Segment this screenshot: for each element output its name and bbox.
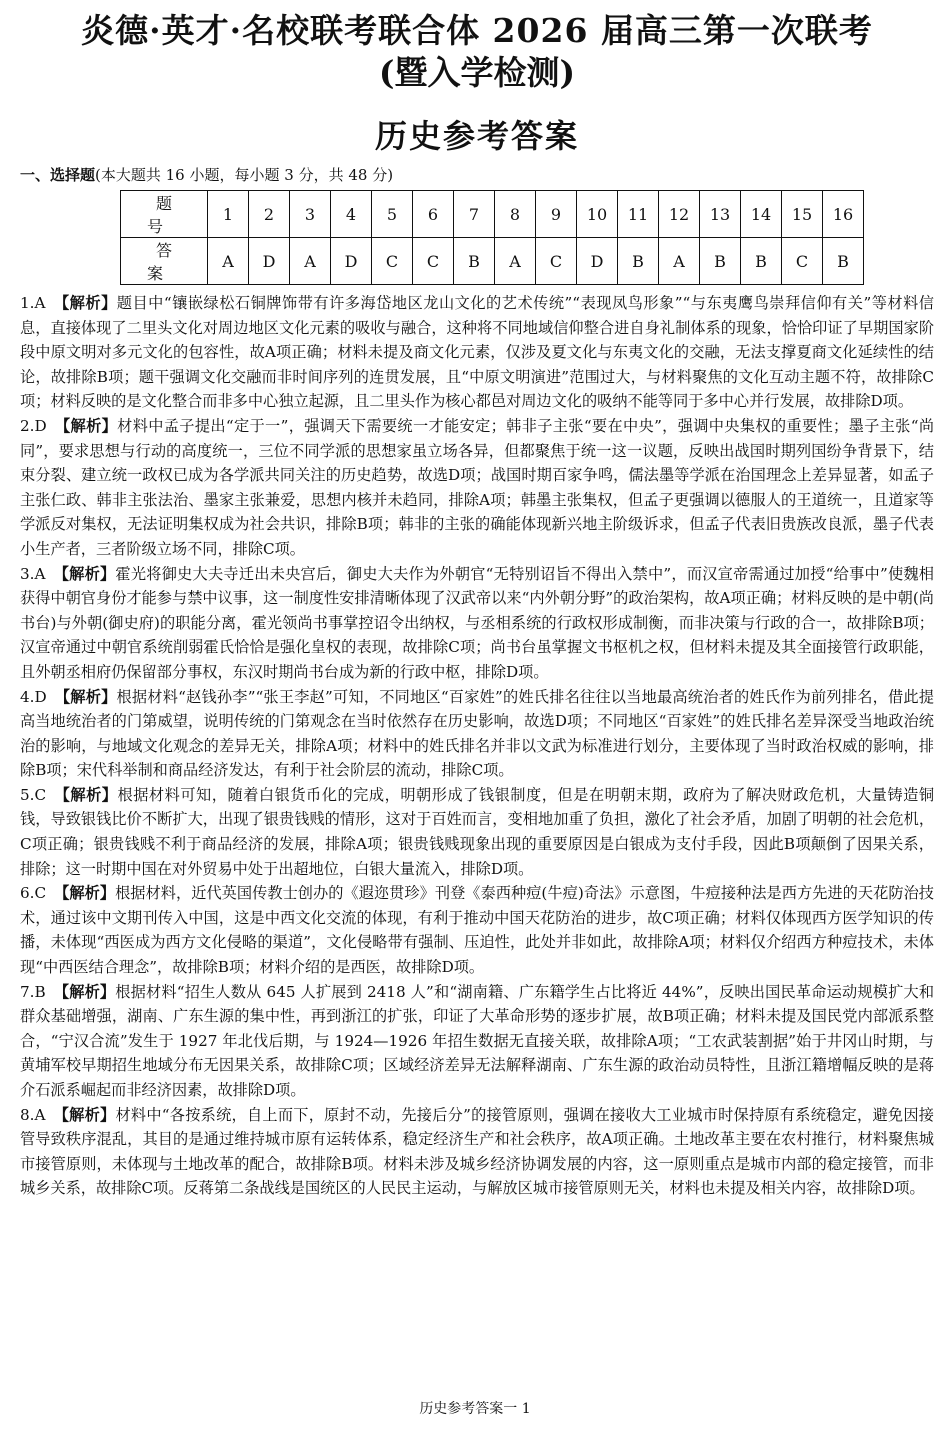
page-footer: 历史参考答案一 1 <box>419 1401 531 1417</box>
explanation-text: 霍光将御史大夫寺迁出未央宫后，御史大夫作为外朝官“无特别诏旨不得出入禁中”，而汉宣帝需通过加授“给事中”使魏相获得中朝官身份才能参与禁中议事，这一制度性安排清晰体现了汉武帝以来“内外朝分野”的政治架构，故A项正确；材料反映的是中朝(尚书台)与外朝(御史府)的职能分离，霍光领尚书事掌控诏令出纳权，与丞相系统的行政权形成制衡，而非决策与行政的合一，故排除B项；汉宣帝通过中朝官系统削弱霍氏恰恰是强化皇权的表现，故排除C项；尚书台虽掌握文书枢机之权，但材料未提及其全面接管行政职能，且外朝丞相府仍保留部分事权，东汉时期尚书台成为新的行政中枢，排除D项。 <box>20 564 934 681</box>
answer-cell: C <box>782 238 823 285</box>
answer-cell: B <box>618 238 659 285</box>
answer-cell: B <box>823 238 864 285</box>
explanation-item <box>20 881 934 979</box>
explanation-text: 根据材料可知，随着白银货币化的完成，明朝形成了钱银制度，但是在明朝末期，政府为了解决财政危机，大量铸造铜钱，导致银钱比价不断扩大，出现了银贵钱贱的情形，这对于百姓而言，变相地加重了负担，激化了社会矛盾，加剧了明朝的社会危机，C项正确；银贵钱贱不利于商品经济的发展，排除A项；银贵钱贱现象出现的重要原因是白银成为支付手段，因此B项颠倒了因果关系，排除；这一时期中国在对外贸易中处于出超地位，白银大量流入，排除D项。 <box>20 785 935 878</box>
answer-cell: C <box>372 238 413 285</box>
explanation-tag: 【解析】 <box>54 687 117 706</box>
explanation-tag: 【解析】 <box>53 1105 116 1124</box>
question-number-cell: 8 <box>495 191 536 238</box>
explanations-list <box>20 291 934 1201</box>
question-number-cell: 14 <box>741 191 782 238</box>
question-number-cell: 16 <box>823 191 864 238</box>
answer-cell: B <box>741 238 782 285</box>
section-heading <box>20 164 934 186</box>
explanation-number: 4.D <box>20 687 47 706</box>
question-number-cell: 13 <box>700 191 741 238</box>
explanation-text: 根据材料，近代英国传教士创办的《遐迩贯珍》刊登《泰西种痘(牛痘)奇法》示意图，牛痘接种法是西方先进的天花防治技术，通过该中文期刊传入中国，这是中西文化交流的体现，有利于推动中国天花防治的进步，故C项正确；材料仅体现西方医学知识的传播，未体现“西医成为西方文化侵略的渠道”，文化侵略带有强制、压迫性，此处并非如此，故排除A项；材料仅介绍西方种痘技术，未体现“中西医结合理念”，故排除B项；材料介绍的是西医，故排除D项。 <box>20 884 934 977</box>
explanation-number: 7.B <box>20 982 46 1001</box>
explanation-item <box>20 980 934 1103</box>
explanation-number: 6.C <box>20 884 47 903</box>
row-label-number: 题 号 <box>121 191 208 238</box>
section-heading-label: 一、选择题 <box>20 166 96 184</box>
question-number-cell: 12 <box>659 191 700 238</box>
question-number-cell: 4 <box>331 191 372 238</box>
section-heading-note: (本大题共 16 小题，每小题 3 分，共 48 分) <box>95 166 394 184</box>
answer-cell: D <box>331 238 372 285</box>
answer-table <box>120 190 864 285</box>
explanation-number: 2.D <box>20 416 47 435</box>
explanation-item <box>20 414 934 562</box>
explanation-text: 材料中“各按系统，自上而下，原封不动，先接后分”的接管原则，强调在接收大工业城市时保持原有系统稳定，避免因接管导致秩序混乱，其目的是通过维持城市原有运转体系，稳定经济生产和社会秩序，故A项正确。土地改革主要在农村推行，材料聚焦城市接管原则，未体现与土地改革的配合，故排除B项。材料未涉及城乡经济协调发展的内容，这一原则重点是城市内部的稳定接管，而非城乡关系，故排除C项。反蒋第二条战线是国统区的人民民主运动，与解放区城市接管原则无关，材料也未提及相关内容，故排除D项。 <box>20 1105 934 1198</box>
explanation-item <box>20 291 934 414</box>
exam-title: 炎德·英才·名校联考联合体 2026 届高三第一次联考 <box>81 11 873 50</box>
explanation-number: 8.A <box>20 1105 46 1124</box>
question-number-cell: 11 <box>618 191 659 238</box>
explanation-text: 材料中孟子提出“定于一”，强调天下需要统一才能安定；韩非子主张“要在中央”，强调中央集权的重要性；墨子主张“尚同”，要求思想与行动的高度统一，三位不同学派的思想家虽立场各异，但都聚焦于统一这一议题，反映出战国时期列国纷争背景下，结束分裂、建立统一政权已成为各学派共同关注的历史趋势，故选D项；战国时期百家争鸣，儒法墨等学派在治国理念上差异显著，如孟子主张仁政、韩非主张法治、墨家主张兼爱，思想内核并未趋同，排除A项；韩墨主张集权，但孟子更强调以德服人的王道统一，且道家等学派反对集权，无法证明集权成为社会共识，排除B项；韩非的主张的确能体现新兴地主阶级诉求，但孟子代表旧贵族改良派，墨子代表小生产者，三者阶级立场不同，排除C项。 <box>20 416 935 558</box>
answer-row <box>121 238 864 285</box>
question-number-cell: 6 <box>413 191 454 238</box>
explanation-number: 3.A <box>20 564 46 583</box>
answer-cell: C <box>536 238 577 285</box>
answer-cell: B <box>454 238 495 285</box>
explanation-text: 根据材料“招生人数从 645 人扩展到 2418 人”和“湖南籍、广东籍学生占比将近 44%”，反映出国民革命运动规模扩大和群众基础增强，湖南、广东生源的集中性，再到浙江的扩张，印证了大革命形势的逐步扩展，故B项正确；材料未提及国民党内部派系整合，“宁汉合流”发生于 1927 年北伐后期，与 1924—1926 年招生数据无直接关联，故排除A项；“工农武装割据”始于井冈山时期，与黄埔军校早期招生地域分布无因果关系，故排除C项；区域经济差异无法解释湖南、广东生源的政治动员特性，且浙江籍增幅反映的是蒋介石派系崛起而非经济因素，故排除D项。 <box>20 982 935 1099</box>
explanation-tag: 【解析】 <box>54 884 116 903</box>
question-number-cell: 15 <box>782 191 823 238</box>
explanation-number: 1.A <box>20 294 46 312</box>
explanation-tag: 【解析】 <box>53 564 116 583</box>
explanation-text: 根据材料“赵钱孙李”“张王李赵”可知，不同地区“百家姓”的姓氏排名往往以当地最高统治者的姓氏作为前列排名，借此提高当地统治者的门第威望，说明传统的门第观念在当时依然存在历史影响，故选D项；不同地区“百家姓”的姓氏排名差异深受当地政治统治的影响，与地域文化观念的差异无关，排除A项；材料中的姓氏排名并非以文武为标准进行划分，主要体现了当时政治权威的影响，排除B项；宋代科举制和商品经济发达，有利于社会阶层的流动，排除C项。 <box>20 687 935 780</box>
explanation-tag: 【解析】 <box>54 785 118 804</box>
answer-cell: B <box>700 238 741 285</box>
question-number-row <box>121 191 864 238</box>
doc-title: 历史参考答案 <box>374 117 579 155</box>
exam-subtitle: (暨入学检测) <box>378 53 576 92</box>
question-number-cell: 1 <box>208 191 249 238</box>
explanation-number: 5.C <box>20 785 47 804</box>
question-number-cell: 9 <box>536 191 577 238</box>
explanation-item <box>20 783 934 881</box>
answer-cell: A <box>208 238 249 285</box>
answer-cell: C <box>413 238 454 285</box>
question-number-cell: 7 <box>454 191 495 238</box>
explanation-tag: 【解析】 <box>53 294 117 312</box>
question-number-cell: 10 <box>577 191 618 238</box>
explanation-text: 题目中“镶嵌绿松石铜牌饰带有许多海岱地区龙山文化的艺术传统”“表现凤鸟形象”“与东夷鹰鸟崇拜信仰有关”等材料信息，直接体现了二里头文化对周边地区文化元素的吸收与融合，这种将不同地域信仰整合进自身礼制体系的现象，恰恰印证了早期国家阶段中原文明对多元文化的包容性，故A项正确；材料未提及商文化元素，仅涉及夏文化与东夷文化的交融，无法支撑夏商文化延续性的结论，故排除B项；题干强调文化交融而非时间序列的连贯发展，且“中原文明演进”范围过大，与材料聚焦的文化互动主题不符，故排除C项；材料反映的是文化整合而非多中心独立起源，且二里头作为核心都邑对周边文化的吸纳不能等同于多中心并行发展，故排除D项。 <box>20 294 934 411</box>
answer-cell: A <box>659 238 700 285</box>
explanation-item <box>20 685 934 783</box>
question-number-cell: 3 <box>290 191 331 238</box>
row-label-answer: 答 案 <box>121 238 208 285</box>
answer-cell: D <box>249 238 290 285</box>
answer-cell: A <box>495 238 536 285</box>
explanation-tag: 【解析】 <box>53 982 116 1001</box>
question-number-cell: 5 <box>372 191 413 238</box>
explanation-item <box>20 562 934 685</box>
answer-cell: A <box>290 238 331 285</box>
explanation-tag: 【解析】 <box>54 416 118 435</box>
answer-cell: D <box>577 238 618 285</box>
question-number-cell: 2 <box>249 191 290 238</box>
explanation-item <box>20 1103 934 1201</box>
